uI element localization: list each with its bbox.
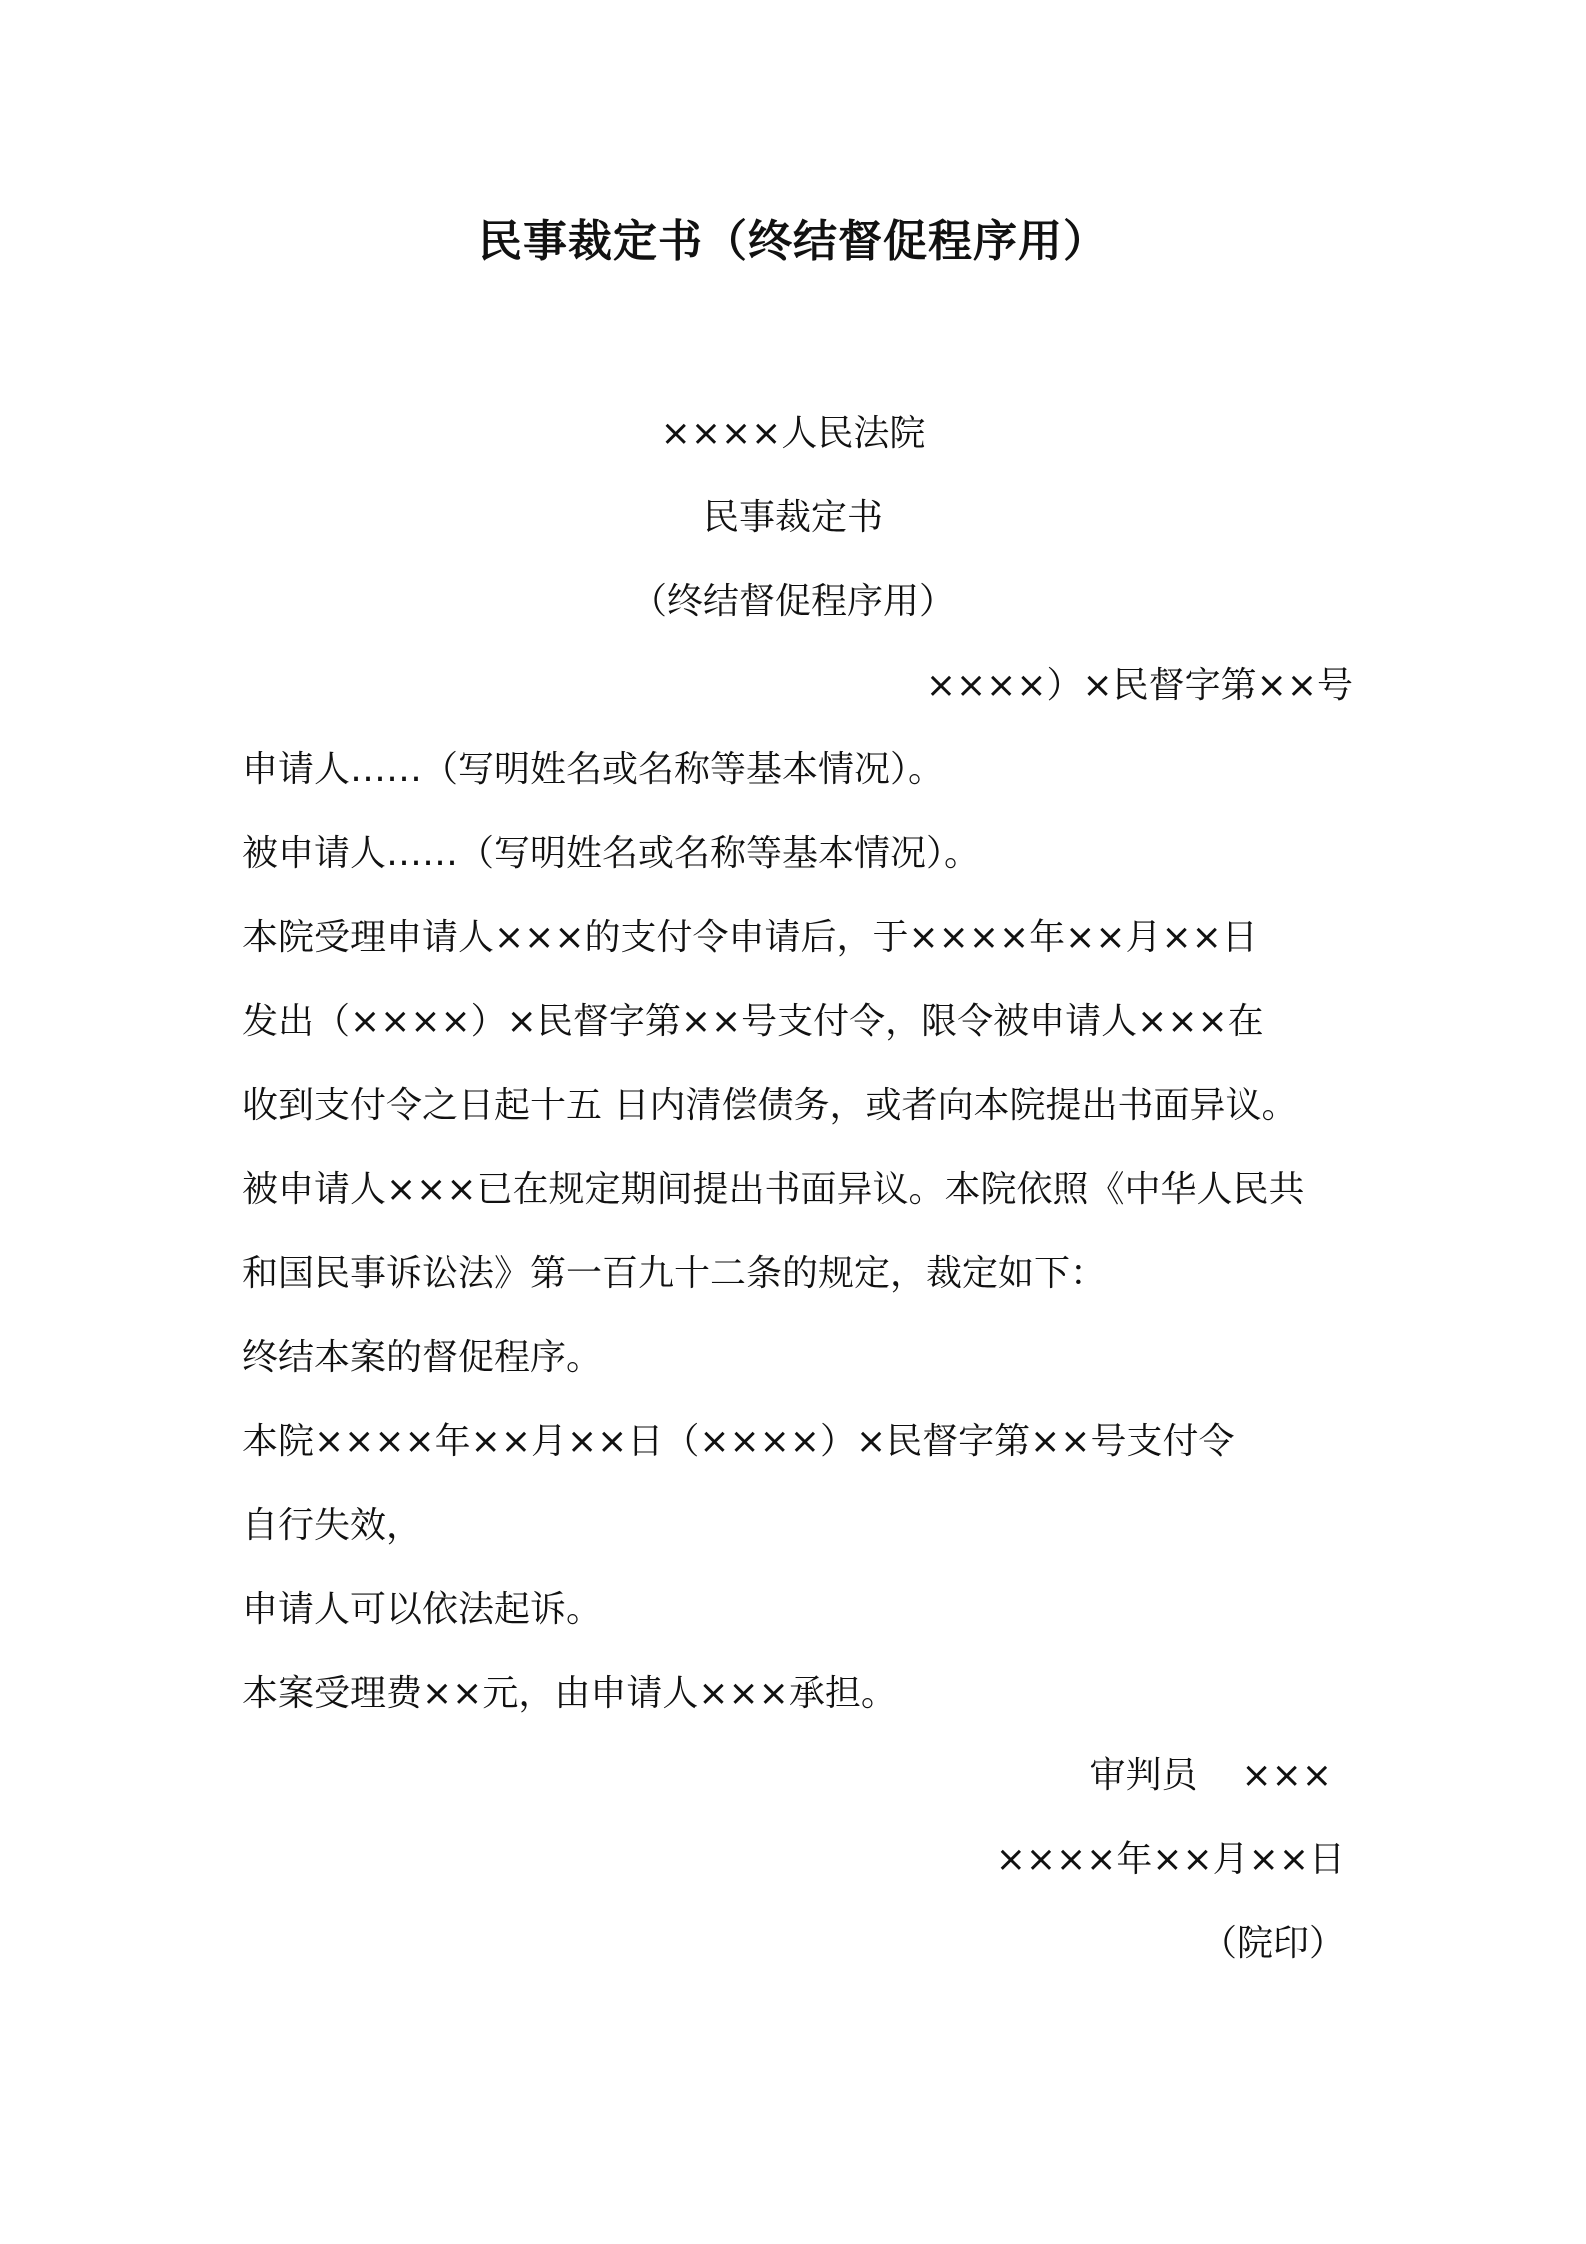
court-name: ××××人民法院 — [660, 413, 926, 454]
body-paragraph-line: 本院受理申请人×××的支付令申请后，于××××年××月××日 — [242, 917, 1258, 958]
judge-label: 审判员 — [1089, 1755, 1198, 1796]
court-seal: （院印） — [1200, 1923, 1345, 1964]
judge-signature — [1089, 1752, 1332, 1800]
document-type: 民事裁定书 — [702, 497, 883, 538]
judge-name: ××× — [1241, 1755, 1332, 1796]
body-paragraph-line: 和国民事诉讼法》第一百九十二条的规定，裁定如下： — [242, 1253, 1107, 1294]
ruling-line: 本院××××年××月××日（××××）×民督字第××号支付令 — [242, 1421, 1235, 1462]
body-paragraph-line: 被申请人×××已在规定期间提出书面异议。本院依照《中华人民共 — [242, 1169, 1305, 1210]
signature-date: ××××年××月××日 — [995, 1839, 1345, 1880]
respondent-line: 被申请人……（写明姓名或名称等基本情况）。 — [242, 833, 981, 874]
ruling-line: 终结本案的督促程序。 — [242, 1337, 603, 1378]
document-purpose: （终结督促程序用） — [630, 581, 955, 622]
applicant-line: 申请人……（写明姓名或名称等基本情况）。 — [242, 749, 945, 790]
body-paragraph-line: 收到支付令之日起十五 日内清偿债务，或者向本院提出书面异议。 — [242, 1085, 1298, 1126]
ruling-line: 申请人可以依法起诉。 — [242, 1589, 603, 1630]
fee-line: 本案受理费××元，由申请人×××承担。 — [242, 1673, 897, 1714]
case-number: ××××）×民督字第××号 — [925, 665, 1353, 706]
ruling-line: 自行失效， — [242, 1505, 423, 1546]
body-paragraph-line: 发出（××××）×民督字第××号支付令，限令被申请人×××在 — [242, 1001, 1264, 1042]
document-title: 民事裁定书（终结督促程序用） — [478, 216, 1108, 267]
